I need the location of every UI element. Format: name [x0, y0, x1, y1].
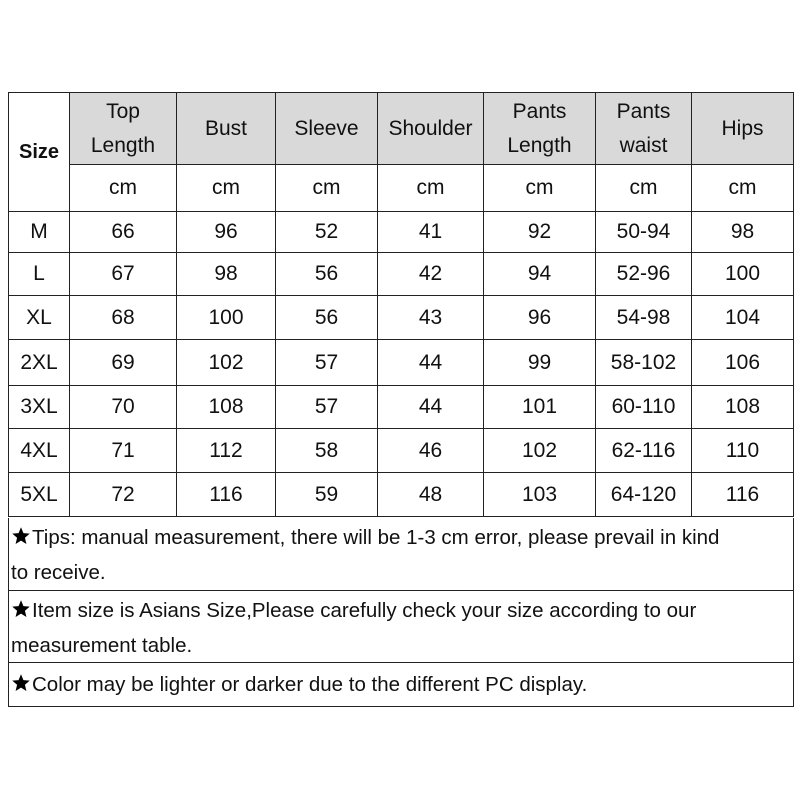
header-row — [9, 93, 794, 165]
table-row — [9, 473, 794, 517]
table-row — [9, 340, 794, 386]
value-cell: 108 — [692, 386, 794, 429]
value-cell: 62-116 — [596, 429, 692, 473]
column-header: Sleeve — [276, 93, 378, 165]
note-text-continued: measurement table. — [11, 634, 193, 657]
value-cell: 98 — [692, 212, 794, 253]
value-cell: 44 — [378, 386, 484, 429]
value-cell: 102 — [177, 340, 276, 386]
value-cell: 70 — [70, 386, 177, 429]
value-cell: 48 — [378, 473, 484, 517]
value-cell: 44 — [378, 340, 484, 386]
note-text: Color may be lighter or darker due to the different PC display. — [32, 673, 588, 696]
value-cell: 104 — [692, 296, 794, 340]
value-cell: 52-96 — [596, 253, 692, 296]
value-cell: 108 — [177, 386, 276, 429]
star-icon — [11, 595, 31, 615]
note-3 — [8, 663, 794, 707]
size-column-header: Size — [9, 93, 70, 212]
value-cell: 96 — [177, 212, 276, 253]
note-text: Tips: manual measurement, there will be 1-3 cm error, please prevail in kind — [32, 526, 720, 549]
value-cell: 43 — [378, 296, 484, 340]
table-row — [9, 212, 794, 253]
value-cell: 98 — [177, 253, 276, 296]
value-cell: 67 — [70, 253, 177, 296]
value-cell: 69 — [70, 340, 177, 386]
value-cell: 66 — [70, 212, 177, 253]
table-row — [9, 296, 794, 340]
size-cell: 3XL — [9, 386, 70, 429]
unit-cell: cm — [276, 165, 378, 212]
value-cell: 92 — [484, 212, 596, 253]
value-cell: 41 — [378, 212, 484, 253]
size-chart-table — [8, 92, 794, 517]
size-cell: 5XL — [9, 473, 70, 517]
unit-cell: cm — [484, 165, 596, 212]
value-cell: 100 — [692, 253, 794, 296]
value-cell: 102 — [484, 429, 596, 473]
value-cell: 46 — [378, 429, 484, 473]
size-cell: 2XL — [9, 340, 70, 386]
unit-cell: cm — [692, 165, 794, 212]
value-cell: 94 — [484, 253, 596, 296]
value-cell: 57 — [276, 386, 378, 429]
value-cell: 71 — [70, 429, 177, 473]
star-icon — [11, 669, 31, 689]
note-2 — [8, 591, 794, 663]
size-cell: L — [9, 253, 70, 296]
value-cell: 57 — [276, 340, 378, 386]
value-cell: 42 — [378, 253, 484, 296]
value-cell: 116 — [177, 473, 276, 517]
value-cell: 116 — [692, 473, 794, 517]
value-cell: 99 — [484, 340, 596, 386]
value-cell: 58-102 — [596, 340, 692, 386]
value-cell: 101 — [484, 386, 596, 429]
unit-cell: cm — [378, 165, 484, 212]
note-text: Item size is Asians Size,Please carefully check your size according to our — [32, 599, 697, 622]
note-1 — [8, 518, 794, 591]
column-header: Pants Length — [484, 93, 596, 165]
size-cell: M — [9, 212, 70, 253]
unit-cell: cm — [177, 165, 276, 212]
value-cell: 72 — [70, 473, 177, 517]
unit-cell: cm — [596, 165, 692, 212]
unit-cell: cm — [70, 165, 177, 212]
value-cell: 52 — [276, 212, 378, 253]
value-cell: 54-98 — [596, 296, 692, 340]
column-header: Top Length — [70, 93, 177, 165]
size-cell: 4XL — [9, 429, 70, 473]
size-cell: XL — [9, 296, 70, 340]
value-cell: 60-110 — [596, 386, 692, 429]
value-cell: 56 — [276, 253, 378, 296]
column-header: Bust — [177, 93, 276, 165]
column-header: Hips — [692, 93, 794, 165]
value-cell: 100 — [177, 296, 276, 340]
value-cell: 50-94 — [596, 212, 692, 253]
table-row — [9, 429, 794, 473]
star-icon — [11, 522, 31, 542]
value-cell: 110 — [692, 429, 794, 473]
value-cell: 112 — [177, 429, 276, 473]
unit-row — [9, 165, 794, 212]
value-cell: 58 — [276, 429, 378, 473]
value-cell: 64-120 — [596, 473, 692, 517]
column-header: Shoulder — [378, 93, 484, 165]
value-cell: 106 — [692, 340, 794, 386]
value-cell: 59 — [276, 473, 378, 517]
note-text-continued: to receive. — [11, 561, 106, 584]
value-cell: 96 — [484, 296, 596, 340]
value-cell: 56 — [276, 296, 378, 340]
column-header: Pants waist — [596, 93, 692, 165]
table-row — [9, 253, 794, 296]
value-cell: 103 — [484, 473, 596, 517]
table-row — [9, 386, 794, 429]
value-cell: 68 — [70, 296, 177, 340]
